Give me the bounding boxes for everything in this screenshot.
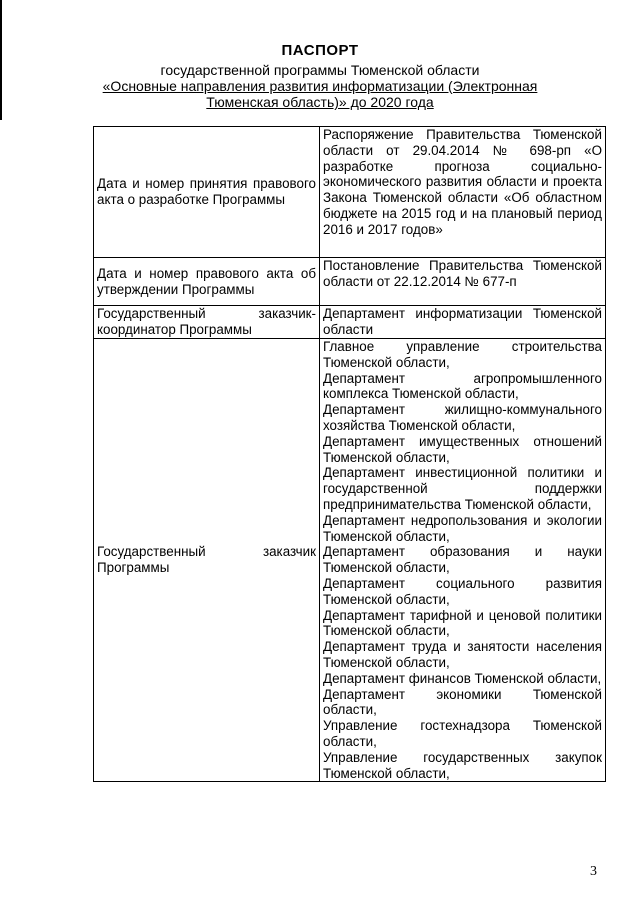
document-subtitle-line-2: «Основные направления развития информатизации (Электронная: [102, 78, 538, 94]
row-value: Департамент информатизации Тюменской области: [320, 306, 606, 339]
table-row: [94, 306, 606, 339]
document-title: ПАСПОРТ: [281, 42, 359, 59]
list-item: Главное управление строительства Тюменской области,: [323, 339, 602, 370]
list-item: Департамент финансов Тюменской области,: [323, 670, 602, 686]
table-row: [94, 339, 606, 782]
customer-list: [320, 339, 606, 782]
list-item: Департамент социального развития Тюменской области,: [323, 575, 602, 607]
passport-table: [93, 126, 606, 782]
row-label: Государственный заказчик Программы: [94, 339, 320, 782]
table-row: [94, 258, 606, 306]
list-item: Департамент инвестиционной политики и государственной поддержки предпринимательства Тюменской области,: [323, 465, 602, 512]
list-item: Департамент жилищно-коммунального хозяйства Тюменской области,: [323, 402, 602, 433]
list-item: Департамент имущественных отношений Тюменской области,: [323, 433, 602, 465]
row-label: Дата и номер принятия правового акта о разработке Программы: [94, 127, 320, 258]
list-item: Управление гостехнадзора Тюменской области,: [323, 718, 602, 749]
list-item: Департамент образования и науки Тюменской области,: [323, 544, 602, 576]
row-label: Государственный заказчик-координатор Программы: [94, 306, 320, 339]
document-subtitle-line-3: Тюменская область)» до 2020 года: [206, 94, 434, 110]
list-item: Департамент тарифной и ценовой политики Тюменской области,: [323, 607, 602, 639]
list-item: Департамент недропользования и экологии Тюменской области,: [323, 512, 602, 544]
row-value: Распоряжение Правительства Тюменской области от 29.04.2014 № 698-рп «О разработке прогноза социально-экономического развития области и проекта Закона Тюменской области «Об областном бюджете на 2015 год и на плановый период 2016 и 2017 годов»: [320, 127, 606, 258]
list-item: Управление государственных закупок Тюменской области,: [323, 749, 602, 781]
table-row: [94, 127, 606, 258]
page-number: 3: [590, 864, 597, 879]
list-item: Департамент труда и занятости населения Тюменской области,: [323, 639, 602, 670]
list-item: Департамент агропромышленного комплекса Тюменской области,: [323, 370, 602, 402]
row-value: Постановление Правительства Тюменской области от 22.12.2014 № 677-п: [320, 258, 606, 306]
row-label: Дата и номер правового акта об утверждении Программы: [94, 258, 320, 306]
document-subtitle-line-1: государственной программы Тюменской области: [160, 62, 480, 78]
list-item: Департамент экономики Тюменской области,: [323, 686, 602, 718]
